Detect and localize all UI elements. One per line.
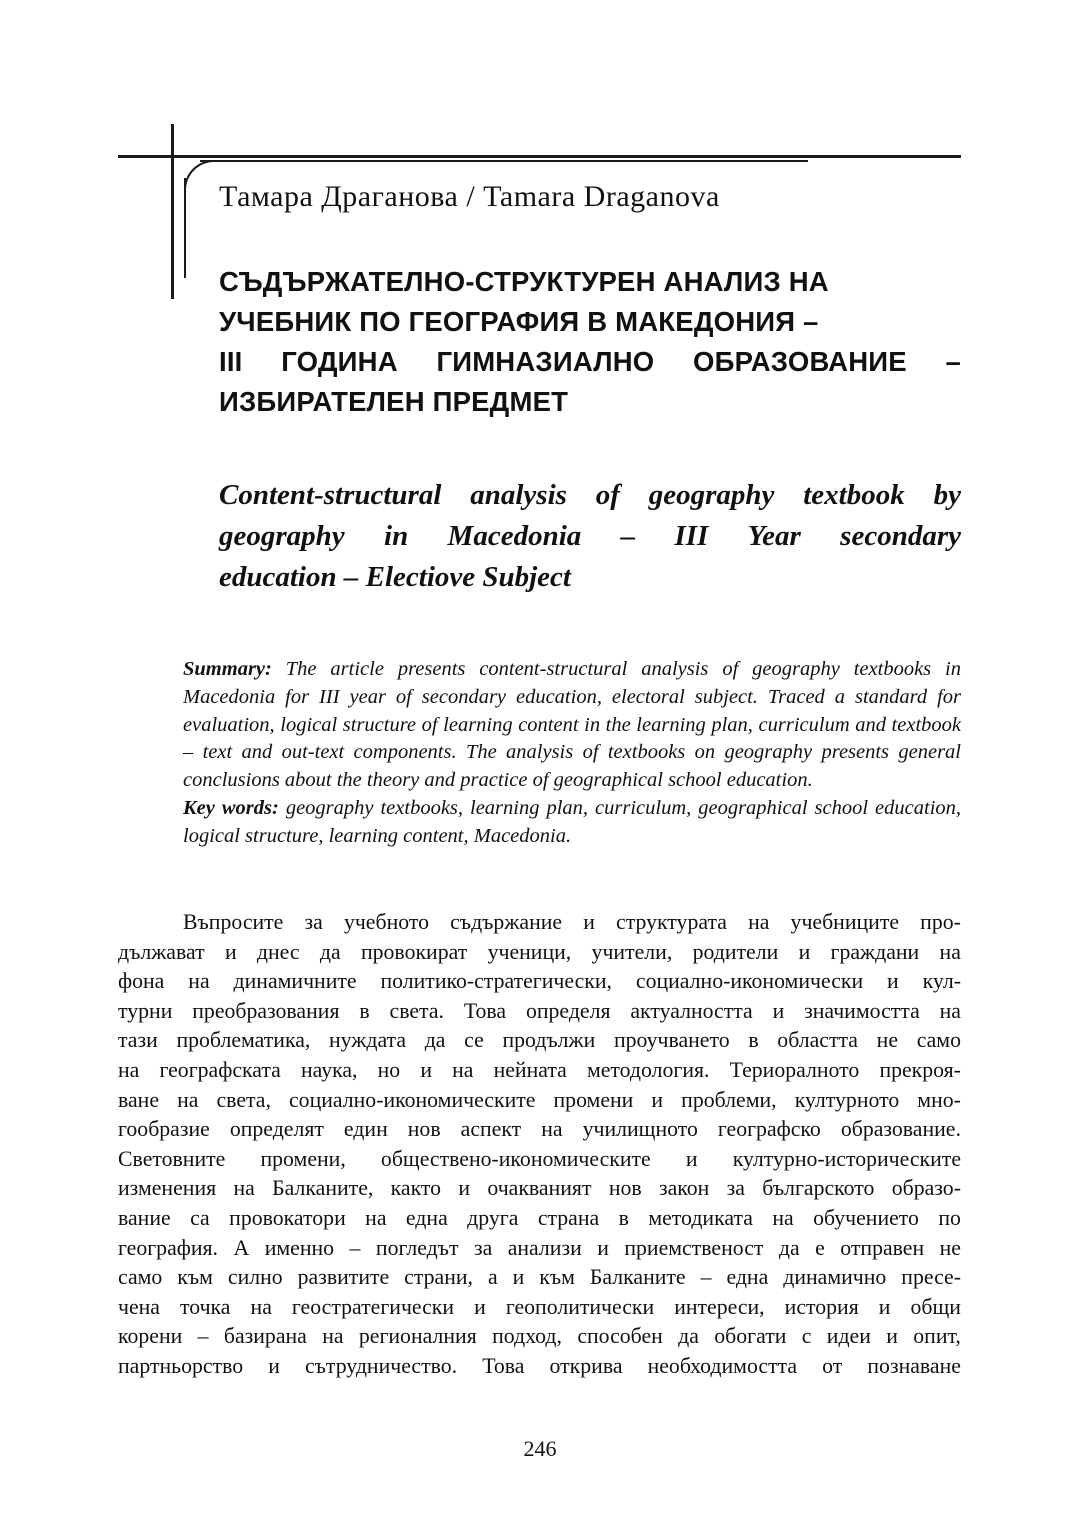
word: динамичните <box>233 969 357 994</box>
word: учебниците <box>790 910 900 934</box>
body-line <box>118 1026 961 1056</box>
word: точка <box>180 1294 231 1319</box>
word: да <box>778 1235 800 1260</box>
word: в <box>618 1205 629 1230</box>
word: и <box>268 1353 280 1378</box>
word: способен <box>577 1324 663 1349</box>
word: не <box>876 1028 898 1053</box>
word: на <box>233 1176 255 1201</box>
word: нейната <box>493 1057 567 1082</box>
word: дължават <box>118 939 205 964</box>
word: на <box>939 939 961 964</box>
word: ване <box>118 1087 160 1112</box>
keywords-label: Key words: <box>183 796 279 819</box>
word: на <box>939 998 961 1023</box>
word: и <box>458 1176 471 1201</box>
word: определя <box>525 998 611 1023</box>
word: една <box>726 1265 769 1290</box>
word: и <box>224 939 237 964</box>
abstract <box>183 656 961 851</box>
title-bg-line: СЪДЪРЖАТЕЛНО-СТРУКТУРЕН АНАЛИЗ НА <box>219 266 829 297</box>
word: geography <box>219 520 345 552</box>
summary-paragraph <box>183 656 961 795</box>
word: на <box>541 1117 563 1142</box>
word: – <box>700 1265 712 1290</box>
word: и <box>597 1235 609 1260</box>
body-line <box>118 1115 961 1145</box>
word: и <box>651 1087 664 1112</box>
word: тази <box>118 1028 158 1053</box>
word: актуалността <box>630 998 753 1023</box>
word: – <box>620 520 636 552</box>
word: на <box>748 910 770 934</box>
word: и <box>420 1057 432 1082</box>
header-rule <box>118 155 961 158</box>
word: партньорство <box>118 1353 244 1378</box>
word: но <box>377 1057 401 1082</box>
word: граждани <box>830 939 920 964</box>
word: сътрудничество. <box>304 1353 458 1378</box>
word: познаване <box>867 1353 961 1378</box>
word: ОБРАЗОВАНИЕ <box>693 346 907 377</box>
body-line <box>118 938 961 968</box>
body-line <box>118 1086 961 1116</box>
word: приемственост <box>624 1235 764 1260</box>
body-line <box>118 1263 961 1293</box>
word: история <box>784 1294 859 1319</box>
word: геостратегически <box>291 1294 455 1319</box>
word: и <box>583 910 595 934</box>
word: чена <box>118 1294 160 1319</box>
word: базирана <box>223 1324 307 1349</box>
body-line <box>118 1234 961 1264</box>
word: днес <box>256 939 300 964</box>
word: само <box>118 1265 163 1290</box>
word: открива <box>549 1353 623 1378</box>
word: III <box>674 520 709 552</box>
word: обогати <box>714 1324 787 1349</box>
word: гообразие <box>118 1117 210 1142</box>
word: за <box>304 910 323 934</box>
word: проблеми, <box>681 1087 777 1112</box>
word: geography <box>648 479 775 511</box>
word: учители, <box>591 939 673 964</box>
word: Световните <box>118 1146 226 1171</box>
word: проучването <box>613 1028 730 1053</box>
word: и <box>798 939 811 964</box>
word: към <box>177 1265 213 1290</box>
word: към <box>539 1265 575 1290</box>
word: Балканите <box>589 1265 686 1290</box>
word: определят <box>229 1117 324 1142</box>
word: географско <box>717 1117 821 1142</box>
word: училищното <box>582 1117 698 1142</box>
word: от <box>822 1353 843 1378</box>
word: of <box>595 479 620 511</box>
word: на <box>365 1205 387 1230</box>
word: – <box>945 346 961 377</box>
word: а <box>487 1265 498 1290</box>
word: да <box>424 1028 446 1053</box>
word: на <box>322 1324 344 1349</box>
word: на <box>177 1087 199 1112</box>
word: изменения <box>118 1176 217 1201</box>
word: друга <box>467 1205 519 1230</box>
word: ГИМНАЗИАЛНО <box>436 346 655 377</box>
word: географската <box>159 1057 281 1082</box>
word: III <box>219 346 243 377</box>
word: анализи <box>507 1235 582 1260</box>
word: – <box>197 1324 209 1349</box>
word: обществено-икономическите <box>380 1146 651 1171</box>
word: преобразования <box>192 998 340 1023</box>
title-en-line <box>219 516 961 557</box>
word: прекроя- <box>879 1057 961 1082</box>
title-english <box>219 475 961 598</box>
title-bg-line <box>219 342 961 382</box>
word: Въпросите <box>183 910 284 934</box>
word: страна <box>537 1205 600 1230</box>
word: на <box>452 1057 474 1082</box>
word: необходимостта <box>647 1353 798 1378</box>
word: методология. <box>586 1057 710 1082</box>
word: мно- <box>917 1087 961 1112</box>
word: страни, <box>404 1265 473 1290</box>
word: съдържание <box>450 910 563 934</box>
word: по <box>938 1205 961 1230</box>
word: отправен <box>840 1235 925 1260</box>
word: в <box>359 998 370 1023</box>
body-line <box>118 1352 961 1382</box>
word: промени <box>553 1087 634 1112</box>
word: геополитически <box>505 1294 655 1319</box>
word: методиката <box>648 1205 753 1230</box>
word: by <box>933 479 961 511</box>
body-line <box>118 967 961 997</box>
word: нов <box>608 1176 642 1201</box>
word: пресе- <box>901 1265 961 1290</box>
word: география. <box>118 1235 219 1260</box>
word: идеи <box>826 1324 871 1349</box>
word: една <box>405 1205 448 1230</box>
word: учебното <box>343 910 429 934</box>
body-line <box>118 1174 961 1204</box>
keywords-paragraph <box>183 795 961 851</box>
word: промени, <box>260 1146 346 1171</box>
word: – <box>349 1235 361 1260</box>
word: както <box>390 1176 442 1201</box>
word: именно <box>264 1235 335 1260</box>
word: ученици, <box>487 939 572 964</box>
word: на <box>250 1294 272 1319</box>
word: политико-стратегически, <box>380 969 612 994</box>
body-line <box>118 1293 961 1323</box>
word: ГОДИНА <box>281 346 398 377</box>
title-en-line: education – Electiove Subject <box>219 561 571 593</box>
word: и <box>474 1294 486 1319</box>
word: in <box>384 520 409 552</box>
word: за <box>473 1235 493 1260</box>
word: textbook <box>803 479 905 511</box>
word: интереси, <box>674 1294 765 1319</box>
word: аспект <box>460 1117 522 1142</box>
word: родители <box>692 939 779 964</box>
corner-ornament <box>184 160 214 190</box>
word: не <box>939 1235 961 1260</box>
word: в <box>748 1028 759 1053</box>
word: структурата <box>616 910 727 934</box>
word: корени <box>118 1324 183 1349</box>
body-line <box>118 1056 961 1086</box>
word: един <box>343 1117 388 1142</box>
word: социално-икономическите <box>289 1087 536 1112</box>
word: само <box>916 1028 961 1053</box>
title-bg-line: ИЗБИРАТЕЛЕН ПРЕДМЕТ <box>219 386 569 417</box>
word: динамично <box>783 1265 887 1290</box>
word: да <box>319 939 341 964</box>
title-en-line <box>219 475 961 516</box>
body-line <box>118 1204 961 1234</box>
word: Това <box>482 1353 525 1378</box>
word: света. <box>389 998 444 1023</box>
title-bg-line: УЧЕБНИК ПО ГЕОГРАФИЯ В МАКЕДОНИЯ – <box>219 306 819 337</box>
word: обучението <box>813 1205 919 1230</box>
word: културно-историческите <box>732 1146 961 1171</box>
word: силно <box>227 1265 283 1290</box>
word: регионалния <box>358 1324 477 1349</box>
word: провокатори <box>229 1205 346 1230</box>
word: вание <box>118 1205 171 1230</box>
word: българското <box>762 1176 875 1201</box>
word: Балканите, <box>272 1176 374 1201</box>
word: Териоралното <box>729 1057 860 1082</box>
body-line <box>118 1145 961 1175</box>
word: Content-structural <box>219 479 442 511</box>
word: на <box>118 1057 140 1082</box>
word: наука, <box>300 1057 358 1082</box>
word: А <box>233 1235 250 1260</box>
page-number: 246 <box>523 1436 557 1461</box>
word: и <box>512 1265 525 1290</box>
keywords-text: geography textbooks, learning plan, curriculum, geographical school education, logical structure, learning content, Macedonia. <box>183 796 962 847</box>
word: продължи <box>502 1028 596 1053</box>
word: с <box>801 1324 812 1349</box>
word: турни <box>118 998 173 1023</box>
vertical-rule-inner <box>184 178 186 278</box>
word: образование. <box>840 1117 961 1142</box>
word: опит, <box>913 1324 961 1349</box>
word: на <box>188 969 210 994</box>
word: и <box>685 1146 698 1171</box>
word: закон <box>659 1176 710 1201</box>
author-line: Тамара Драганова / Tamara Draganova <box>219 180 720 213</box>
body-line <box>118 997 961 1027</box>
body-line <box>118 1322 961 1352</box>
word: кул- <box>922 969 961 994</box>
word: проблематика, <box>176 1028 311 1053</box>
word: нов <box>407 1117 441 1142</box>
header-rule-inner <box>200 160 808 162</box>
word: общи <box>910 1294 961 1319</box>
word: secondary <box>840 520 961 552</box>
word: analysis <box>470 479 567 511</box>
body-paragraph <box>118 908 961 1382</box>
word: да <box>678 1324 699 1349</box>
word: погледът <box>375 1235 459 1260</box>
word: културното <box>794 1087 900 1112</box>
word: областта <box>777 1028 858 1053</box>
word: и <box>887 969 899 994</box>
word: провокират <box>360 939 468 964</box>
vertical-rule <box>171 124 174 299</box>
word: подход, <box>492 1324 562 1349</box>
word: за <box>726 1176 745 1201</box>
word: значимостта <box>804 998 920 1023</box>
word: са <box>190 1205 210 1230</box>
word: образо- <box>891 1176 961 1201</box>
word: и <box>886 1324 898 1349</box>
word: Това <box>463 998 507 1023</box>
word: и <box>772 998 785 1023</box>
word: фона <box>118 969 165 994</box>
word: про- <box>920 910 961 934</box>
word: се <box>464 1028 484 1053</box>
word: и <box>878 1294 891 1319</box>
word: нуждата <box>329 1028 407 1053</box>
word: развитите <box>297 1265 390 1290</box>
title-bulgarian <box>219 262 961 422</box>
word: Year <box>747 520 801 552</box>
word: е <box>815 1235 825 1260</box>
word: социално-икономически <box>635 969 864 994</box>
word: Macedonia <box>447 520 582 552</box>
summary-text: The article presents content-structural analysis of geography textbooks in Macedonia for III year of secondary education, electoral subject. Traced a standard for evaluation, logical structure of learning content in the learning plan, curriculum and textbook – text and out-text components. The analysis of textbooks on geography presents general conclusions about the theory and practice of geographical school education. <box>183 658 961 792</box>
word: света, <box>216 1087 271 1112</box>
body-line <box>118 908 961 938</box>
summary-label: Summary: <box>183 658 272 680</box>
word: на <box>772 1205 794 1230</box>
word: очакваният <box>487 1176 592 1201</box>
